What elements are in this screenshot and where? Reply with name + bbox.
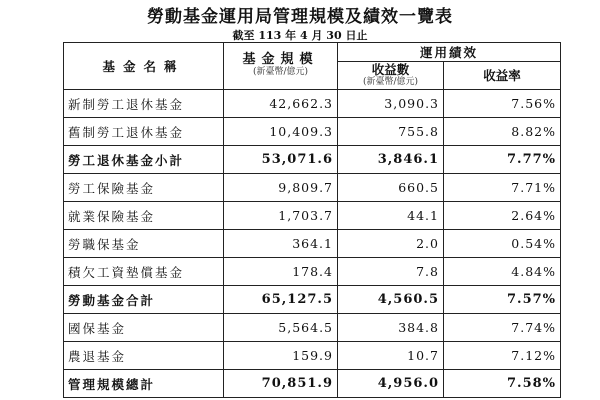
fund-name-cell: 積欠工資墊償基金 — [64, 258, 224, 286]
return-rate-cell: 7.74% — [444, 314, 561, 342]
return-rate-cell: 4.84% — [444, 258, 561, 286]
scale-cell: 70,851.9 — [224, 370, 338, 398]
header-scale — [224, 43, 338, 90]
table-row — [64, 258, 561, 286]
table-row — [64, 230, 561, 258]
table-row — [64, 202, 561, 230]
profit-cell: 4,956.0 — [338, 370, 444, 398]
return-rate-cell: 7.71% — [444, 174, 561, 202]
scale-cell: 5,564.5 — [224, 314, 338, 342]
as-of-date: 截至 113 年 4 月 30 日止 — [232, 29, 368, 42]
fund-name-cell: 勞工保險基金 — [64, 174, 224, 202]
fund-table — [63, 42, 561, 398]
header-return-rate: 收益率 — [444, 62, 561, 90]
return-rate-cell: 8.82% — [444, 118, 561, 146]
table-row — [64, 146, 561, 174]
fund-name-cell: 農退基金 — [64, 342, 224, 370]
profit-cell: 4,560.5 — [338, 286, 444, 314]
header-profit — [338, 62, 444, 90]
fund-name-cell: 勞動基金合計 — [64, 286, 224, 314]
profit-cell: 3,846.1 — [338, 146, 444, 174]
header-performance: 運用績效 — [338, 43, 561, 62]
fund-name-cell: 勞工退休基金小計 — [64, 146, 224, 174]
profit-cell: 7.8 — [338, 258, 444, 286]
table-row — [64, 90, 561, 118]
profit-cell: 660.5 — [338, 174, 444, 202]
scale-cell: 42,662.3 — [224, 90, 338, 118]
fund-name-cell: 就業保險基金 — [64, 202, 224, 230]
scale-cell: 10,409.3 — [224, 118, 338, 146]
return-rate-cell: 7.58% — [444, 370, 561, 398]
header-scale-unit: (新臺幣/億元) — [252, 67, 309, 77]
table-row — [64, 286, 561, 314]
scale-cell: 364.1 — [224, 230, 338, 258]
table-row — [64, 342, 561, 370]
table-row — [64, 370, 561, 398]
profit-cell: 3,090.3 — [338, 90, 444, 118]
return-rate-cell: 7.57% — [444, 286, 561, 314]
header-fund-name: 基金名稱 — [64, 43, 224, 90]
fund-name-cell: 舊制勞工退休基金 — [64, 118, 224, 146]
fund-name-cell: 勞職保基金 — [64, 230, 224, 258]
profit-cell: 44.1 — [338, 202, 444, 230]
scale-cell: 9,809.7 — [224, 174, 338, 202]
fund-name-cell: 國保基金 — [64, 314, 224, 342]
scale-cell: 159.9 — [224, 342, 338, 370]
return-rate-cell: 7.56% — [444, 90, 561, 118]
scale-cell: 53,071.6 — [224, 146, 338, 174]
return-rate-cell: 7.12% — [444, 342, 561, 370]
table-row — [64, 314, 561, 342]
return-rate-cell: 0.54% — [444, 230, 561, 258]
profit-cell: 755.8 — [338, 118, 444, 146]
table-row — [64, 118, 561, 146]
document-title: 勞動基金運用局管理規模及績效一覽表 — [147, 7, 453, 27]
profit-cell: 384.8 — [338, 314, 444, 342]
fund-name-cell: 新制勞工退休基金 — [64, 90, 224, 118]
header-profit-unit: (新臺幣/億元) — [362, 76, 419, 87]
scale-cell: 178.4 — [224, 258, 338, 286]
return-rate-cell: 2.64% — [444, 202, 561, 230]
fund-name-cell: 管理規模總計 — [64, 370, 224, 398]
header-scale-label: 基金規模 — [242, 52, 319, 67]
return-rate-cell: 7.77% — [444, 146, 561, 174]
scale-cell: 65,127.5 — [224, 286, 338, 314]
header-profit-label: 收益數 — [371, 61, 410, 77]
profit-cell: 10.7 — [338, 342, 444, 370]
scale-cell: 1,703.7 — [224, 202, 338, 230]
profit-cell: 2.0 — [338, 230, 444, 258]
table-row — [64, 174, 561, 202]
